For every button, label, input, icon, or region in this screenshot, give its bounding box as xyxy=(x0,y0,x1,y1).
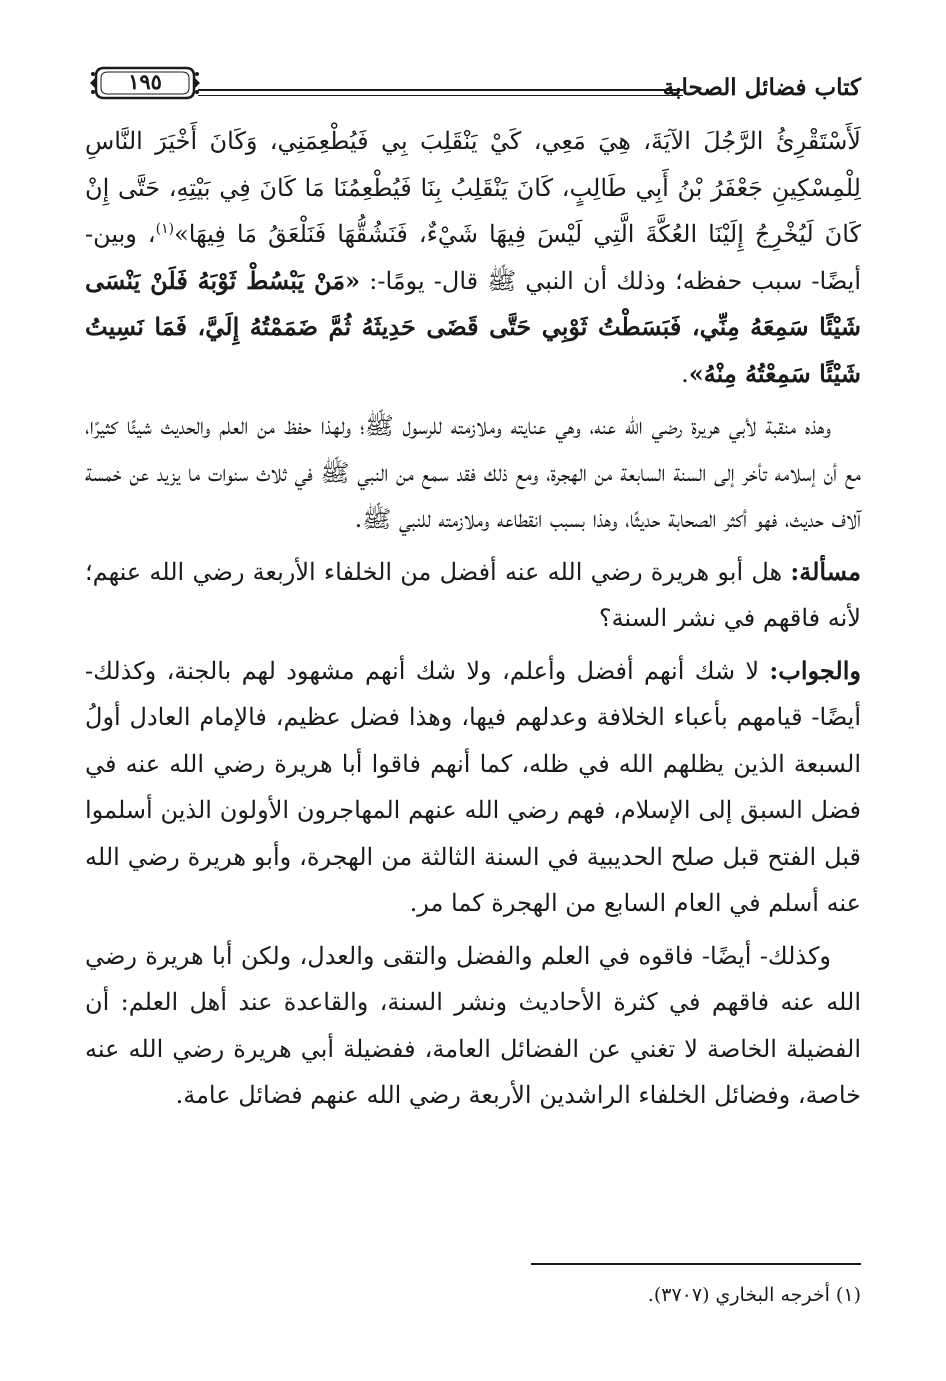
footnote-separator xyxy=(531,1263,861,1265)
question-label: مسألة: xyxy=(790,556,861,586)
footnote: (١) أخرجه البخاري (٣٧٠٧). xyxy=(647,1284,861,1306)
answer-paragraph xyxy=(85,648,861,927)
conclusion-paragraph: وكذلك- أيضًا- فاقوه في العلم والفضل والتقى والعدل، ولكن أبا هريرة رضي الله عنه فاقهم في كثرة الأحاديث ونشر السنة، والقاعدة عند أهل العلم: أن الفضيلة الخاصة لا تغني عن الفضائل العامة، ففضيلة أبي هريرة رضي الله عنه خاصة، وفضائل الخلفاء الراشدين الأربعة رضي الله عنهم فضائل عامة. xyxy=(85,941,861,1109)
question-text: هل أبو هريرة رضي الله عنه أفضل من الخلفاء الأربعة رضي الله عنهم؛ لأنه فاقهم في نشر السنة؟ xyxy=(85,557,861,632)
book-title: كتاب فضائل الصحابة xyxy=(662,74,861,101)
page-number-badge xyxy=(90,64,200,102)
question-paragraph xyxy=(85,549,861,642)
hadith2-quote: «مَنْ يَبْسُطْ ثَوْبَهُ فَلَنْ يَنْسَى شَيْئًا سَمِعَهُ مِنِّي، فَبَسَطْتُ ثَوْبِي حَتَّى قَضَى حَدِيثَهُ ثُمَّ ضَمَمْتُهُ إِلَيَّ، فَمَا نَسِيتُ شَيْئًا سَمِعْتُهُ مِنْهُ» xyxy=(85,265,861,388)
hadith-paragraph xyxy=(85,118,861,397)
header-rule xyxy=(198,89,683,96)
virtue-paragraph: وهذه منقبة لأبي هريرة رضي الله عنه، وهي عنايته وملازمته للرسول ﷺ؛ ولهذا حفظ من العلم والحديث شيئًا كثيرًا، مع أن إسلامه تأخر إلى السنة السابعة من الهجرة، ومع ذلك فقد سمع من النبي ﷺ في ثلاث سنوات ما يزيد عن خمسة آلاف حديث، فهو أكثر الصحابة حديثًا، وهذا بسبب انقطاعه وملازمته للنبي ﷺ. xyxy=(85,412,861,533)
hadith2-end: . xyxy=(681,359,689,388)
hadith2-intro: ، وبين- أيضًا- سبب حفظه؛ وذلك أن النبي ﷺ قال- يومًا-: xyxy=(85,220,862,295)
answer-text: لا شك أنهم أفضل وأعلم، ولا شك أنهم مشهود لهم بالجنة، وكذلك- أيضًا- قيامهم بأعباء الخلافة وعدلهم فيها، وهذا فضل عظيم، فالإمام العادل أولُ السبعة الذين يظلهم الله في ظله، كما أنهم فاقوا أبا هريرة رضي الله عنه في فضل السبق إلى الإسلام، فهم رضي الله عنهم المهاجرون الأولون الذين أسلموا قبل الفتح قبل صلح الحديبية في السنة الثالثة من الهجرة، وأبو هريرة رضي الله عنه أسلم في العام السابع من الهجرة كما مر. xyxy=(85,656,862,917)
page-header xyxy=(90,60,861,108)
footnote-marker: (١) xyxy=(155,221,175,237)
page-number: ١٩٥ xyxy=(128,69,162,94)
answer-label: والجواب: xyxy=(769,655,861,685)
hadith-end-text: لَأَسْتَقْرِئُ الرَّجُلَ الآيَةَ، هِيَ مَعِي، كَيْ يَنْقَلِبَ بِي فَيُطْعِمَنِي، وَكَانَ أَخْيَرَ النَّاسِ لِلْمِسْكِينِ جَعْفَرُ بْنُ أَبِي طَالِبٍ، كَانَ يَنْقَلِبُ بِنَا فَيُطْعِمُنَا مَا كَانَ فِي بَيْتِهِ، حَتَّى إِنْ كَانَ لَيُخْرِجُ إِلَيْنَا العُكَّةَ الَّتِي لَيْسَ فِيهَا شَيْءٌ، فَنَشُقُّهَا فَنَلْعَقُ مَا فِيهَا» xyxy=(85,127,862,248)
main-text xyxy=(85,118,861,1119)
